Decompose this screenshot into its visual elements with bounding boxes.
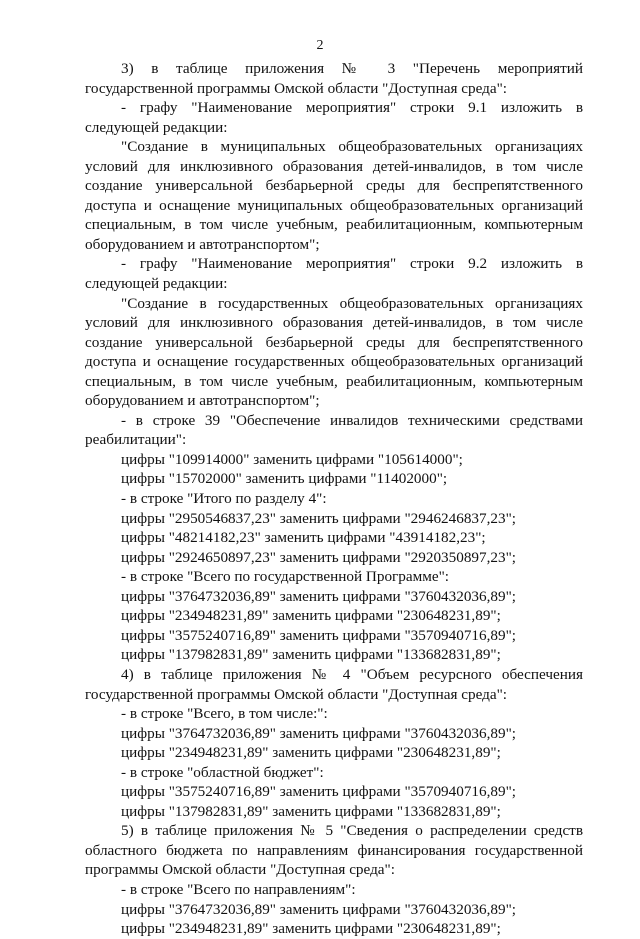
paragraph-quote-9-2: "Создание в государственных общеобразовательных организациях условий для инклюзивного образования детей-инвалидов, в том числе создание универсальной безбарьерной среды для беспрепятственного доступа и оснащение государственных общеобразовательных организаций специальным, в том числе учебным, реабилитационным, компьютерным оборудованием и автотранспортом"; — [85, 294, 583, 410]
document-body — [85, 59, 583, 939]
paragraph-line: цифры "3575240716,89" заменить цифрами "3570940716,89"; — [121, 626, 517, 644]
paragraph-line: цифры "234948231,89" заменить цифрами "230648231,89"; — [121, 744, 501, 762]
paragraph-row-9-1: - графу "Наименование мероприятия" строки 9.1 изложить в следующей редакции: — [85, 99, 583, 136]
paragraph-line: цифры "109914000" заменить цифрами "105614000"; — [121, 450, 463, 468]
paragraph-line: - в строке "Всего по направлениям": — [121, 880, 356, 898]
paragraph-line: цифры "3575240716,89" заменить цифрами "3570940716,89"; — [121, 783, 517, 801]
paragraph-line: цифры "2950546837,23" заменить цифрами "2946246837,23"; — [121, 509, 517, 527]
paragraph-item-4: 4) в таблице приложения № 4 "Объем ресурсного обеспечения государственной программы Омской области "Доступная среда": — [85, 665, 583, 703]
paragraph-line: цифры "3764732036,89" заменить цифрами "3760432036,89"; — [121, 900, 517, 918]
paragraph-line: цифры "234948231,89" заменить цифрами "230648231,89"; — [121, 607, 501, 625]
page-number: 2 — [316, 38, 324, 53]
paragraph-line: цифры "3764732036,89" заменить цифрами "3760432036,89"; — [121, 587, 517, 605]
paragraph-line: - в строке "Итого по разделу 4": — [121, 490, 327, 508]
paragraph-quote-9-1: "Создание в муниципальных общеобразовательных организациях условий для инклюзивного образования детей-инвалидов, в том числе создание универсальной безбарьерной среды для беспрепятственного доступа и оснащение муниципальных общеобразовательных организаций специальным, в том числе учебным, реабилитационным, компьютерным оборудованием и автотранспортом"; — [85, 138, 583, 253]
paragraph-line: цифры "137982831,89" заменить цифрами "133682831,89"; — [121, 802, 501, 820]
paragraph-line: цифры "2924650897,23" заменить цифрами "2920350897,23"; — [121, 548, 517, 566]
paragraph-line: цифры "15702000" заменить цифрами "11402000"; — [121, 470, 448, 488]
paragraph-line: цифры "137982831,89" заменить цифрами "133682831,89"; — [121, 646, 501, 664]
paragraph-row-9-2: - графу "Наименование мероприятия" строки 9.2 изложить в следующей редакции: — [85, 255, 583, 293]
paragraph-item-3: 3) в таблице приложения № 3 "Перечень мероприятий государственной программы Омской области "Доступная среда": — [85, 60, 583, 97]
paragraph-line: цифры "234948231,89" заменить цифрами "230648231,89"; — [121, 920, 501, 938]
paragraph-line: цифры "48214182,23" заменить цифрами "43914182,23"; — [121, 529, 486, 547]
paragraph-line: цифры "3764732036,89" заменить цифрами "3760432036,89"; — [121, 724, 517, 742]
paragraph-line: - в строке "Всего по государственной Программе": — [121, 568, 450, 586]
paragraph-item-5: 5) в таблице приложения № 5 "Сведения о распределении средств областного бюджета по направлениям финансирования государственной программы Омской области "Доступная среда": — [85, 822, 583, 879]
paragraph-line: - в строке "областной бюджет": — [121, 763, 324, 781]
paragraph-row-39: - в строке 39 "Обеспечение инвалидов техническими средствами реабилитации": — [85, 411, 583, 449]
paragraph-line: - в строке "Всего, в том числе:": — [121, 705, 328, 723]
